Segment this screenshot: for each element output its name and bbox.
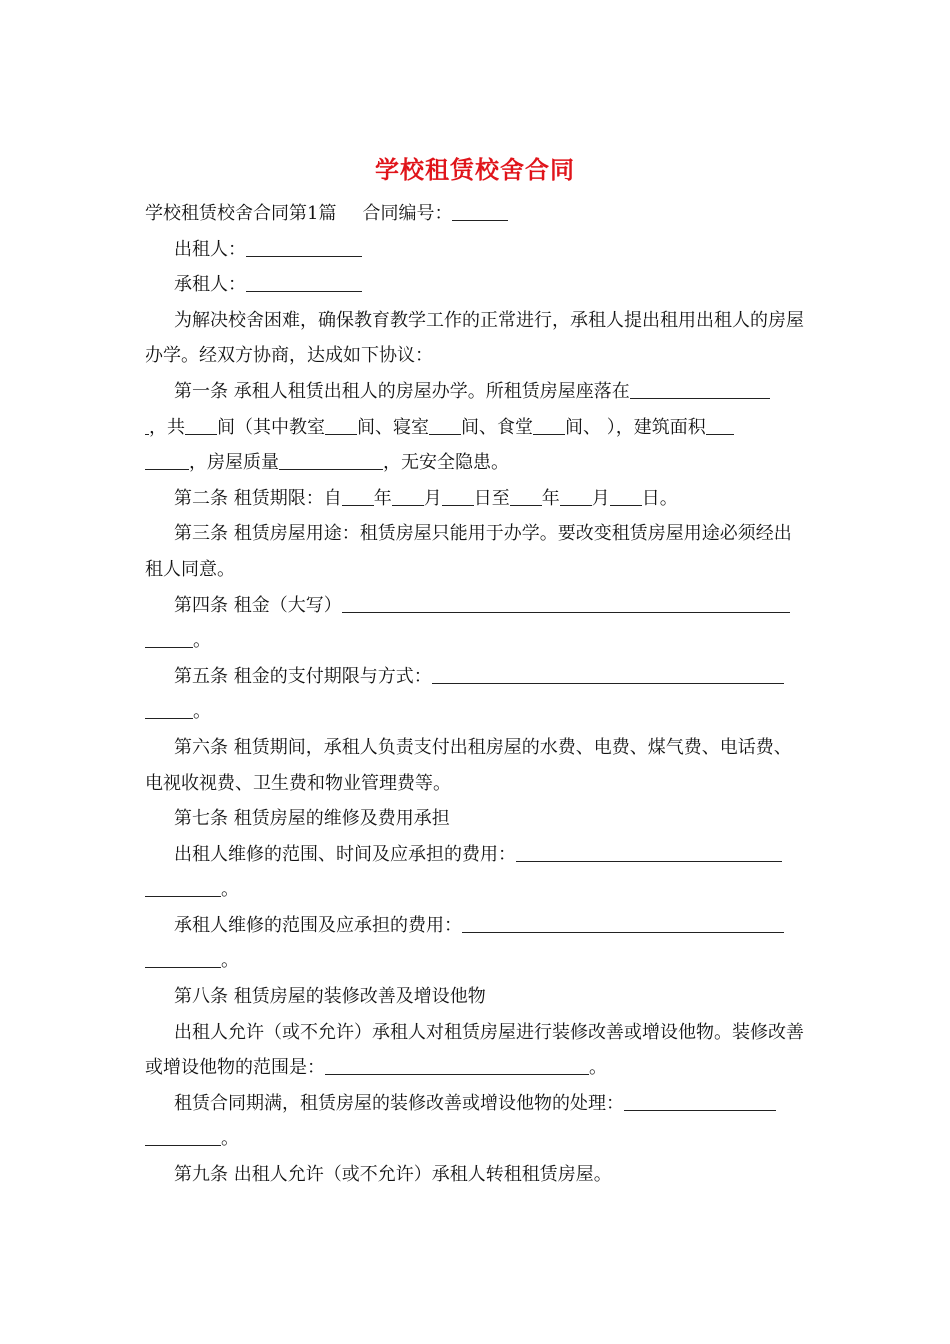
document-body	[145, 196, 805, 1193]
article-7-lessee: 承租人维修的范围及应承担的费用： 。	[145, 908, 805, 979]
lessor-blank	[246, 238, 362, 257]
contract-no-blank	[452, 202, 508, 221]
article-4: 第四条 租金（大写） 。	[145, 588, 805, 659]
article-1: 第一条 承租人租赁出租人的房屋办学。所租赁房屋座落在 ，共 间（其中教室 间、寝室 间、食堂 间、 ），建筑面积 ，房屋质量 ，无安全隐患。	[145, 374, 805, 481]
article-8-heading: 第八条 租赁房屋的装修改善及增设他物	[174, 986, 486, 1008]
contract-no-label: 合同编号：	[362, 203, 453, 224]
article-8-p2: 租赁合同期满，租赁房屋的装修改善或增设他物的处理： 。	[145, 1086, 805, 1157]
article-2: 第二条 租赁期限：自 年 月 日至 年 月 日。	[174, 487, 678, 509]
article-7-lessor: 出租人维修的范围、时间及应承担的费用： 。	[145, 837, 805, 908]
article-6: 第六条 租赁期间，承租人负责支付出租房屋的水费、电费、煤气费、电话费、电视收视费、卫生费和物业管理费等。	[145, 736, 792, 794]
part-label: 学校租赁校舍合同第1篇	[145, 203, 337, 224]
article-3: 第三条 租赁房屋用途：租赁房屋只能用于办学。要改变租赁房屋用途必须经出租人同意。	[145, 523, 792, 580]
document-title: 学校租赁校舍合同	[375, 155, 575, 184]
lessee-line	[145, 267, 805, 303]
article-5: 第五条 租金的支付期限与方式： 。	[145, 659, 805, 730]
lessee-blank	[246, 273, 362, 292]
article-9: 第九条 出租人允许（或不允许）承租人转租租赁房屋。	[174, 1164, 612, 1186]
header-line	[145, 196, 805, 232]
article-7-heading: 第七条 租赁房屋的维修及费用承担	[174, 808, 450, 830]
lessee-label: 承租人：	[174, 274, 246, 296]
article-8-p1: 出租人允许（或不允许）承租人对租赁房屋进行装修改善或增设他物。装修改善或增设他物的范围是： 。	[145, 1021, 804, 1079]
preamble: 为解决校舍困难，确保教育教学工作的正常进行，承租人提出租用出租人的房屋办学。经双方协商，达成如下协议：	[145, 309, 804, 367]
lessor-line	[145, 232, 805, 268]
lessor-label: 出租人：	[174, 238, 246, 260]
